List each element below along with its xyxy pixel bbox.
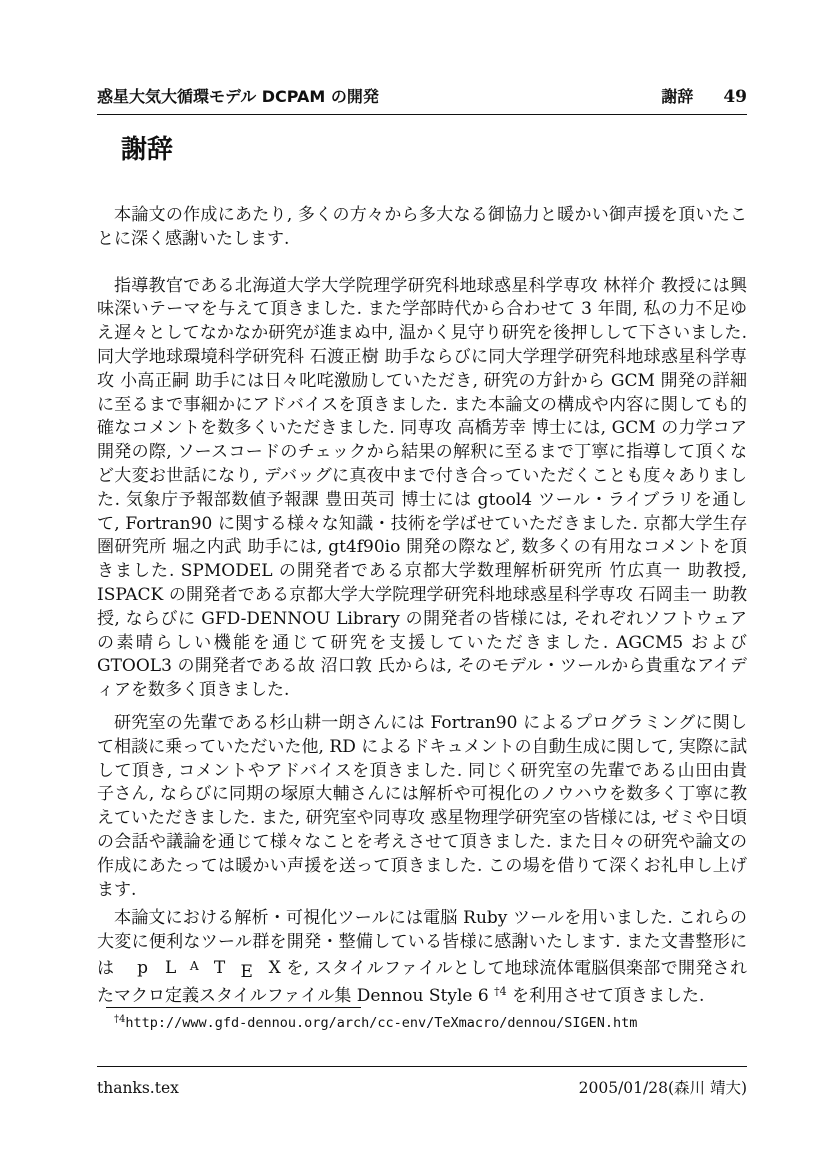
platex-letter: X [268,958,281,979]
footnote-divider [106,1007,361,1008]
footnote-reference-mark: †4 [494,984,507,998]
footnote-url: http://www.gfd-dennou.org/arch/cc-env/TeXmacro/dennou/SIGEN.htm [125,1015,638,1031]
running-title: 惑星大気大循環モデル DCPAM の開発 [97,87,379,106]
paragraph-advisors: 指導教官である北海道大学大学院理学研究科地球惑星科学専攻 林祥介 教授には興味深いテーマを与えて頂きました. また学部時代から合わせて 3 年間, 私の力不足ゆえ遅々としてなかなか研究が進まぬ中, 温かく見守り研究を後押しして下さいました. 同大学地球環境科学研究科 石渡正樹 助手ならびに同大学理学研究科地球惑星科学専攻 小高正嗣 助手には日々叱咤激励していただき, 研究の方針から GCM 開発の詳細に至るまで事細かにアドバイスを頂きました. また本論文の構成や内容に関しても的確なコメントを数多くいただきました. 同専攻 高橋芳幸 博士には, GCM の力学コア開発の際, ソースコードのチェックから結果の解釈に至るまで丁寧に指導して頂くなど大変お世話になり, デバッグに真夜中まで付き合っていただくことも度々ありました. 気象庁予報部数値予報課 豊田英司 博士には gtool4 ツール・ライブラリを通して, Fortran90 に関する様々な知識・技術を学ばせていただきました. 京都大学生存圏研究所 堀之内武 助手には, gt4f90io 開発の際など, 数多くの有用なコメントを頂きました. SPMODEL の開発者である京都大学数理解析研究所 竹広真一 助教授, ISPACK の開発者である京都大学大学院理学研究科地球惑星科学専攻 石岡圭一 助教授, ならびに GFD-DENNOU Library の開発者の皆様には, それぞれソフトウェアの素晴らしい機能を通じて研究を支援していただきました. AGCM5 および GTOOL3 の開発者である故 沼口敦 氏からは, そのモデル・ツールから貴重なアイディアを数多く頂きました. [97,275,747,701]
paragraph-tools-text-3: を利用させて頂きました. [506,985,705,1006]
footnote-mark: †4 [114,1014,126,1025]
running-header-right [661,84,747,107]
platex-logo [120,958,281,982]
footnote-block [106,1007,747,1031]
paragraph-intro: 本論文の作成にあたり, 多くの方々から多大なる御協力と暖かい御声援を頂いたことに深く感謝いたします. [97,205,747,249]
paragraph-tools [97,907,747,1008]
page-footer [97,1066,747,1098]
platex-letter: E [240,961,253,982]
paragraph-tools-text-2: を, スタイルファイルとして地球流体電脳倶楽部で開発されたマクロ定義スタイルファイル集 Dennou Style 6 [97,958,748,1006]
header-section-label: 謝辞 [661,87,694,106]
body-text [97,168,747,1008]
footer-date-author: 2005/01/28(森川 靖大) [578,1079,747,1097]
footnote [106,1015,747,1031]
chapter-title: 謝辞 [121,135,174,165]
page-number: 49 [723,87,747,107]
platex-letter: p [137,958,148,979]
running-header [97,84,747,115]
paragraph-labmates: 研究室の先輩である杉山耕一朗さんには Fortran90 によるプログラミングに関して相談に乗っていただいた他, RD によるドキュメントの自動生成に関して, 実際に試して頂き, コメントやアドバイスを頂きました. 同じく研究室の先輩である山田由貴子さん, ならびに同期の塚原大輔さんには解析や可視化のノウハウを数多く丁寧に教えていただきました. また, 研究室や同専攻 惑星物理学研究室の皆様には, ゼミや日頃の会話や議論を通じて様々なことを考えさせて頂きました. また日々の研究や論文の作成にあたっては暖かい声援を送って頂きました. この場を借りて深くお礼申し上げます. [97,712,747,900]
footer-filename: thanks.tex [97,1079,179,1097]
platex-letter: T [213,958,226,979]
platex-letter: A [189,958,199,973]
platex-letter: L [164,958,177,979]
paragraph-tools-text-1: 本論文における解析・可視化ツールには電脳 Ruby ツールを用いました. これらの大変に便利なツール群を開発・整備している皆様に感謝いたします. また文書整形には [97,908,747,979]
